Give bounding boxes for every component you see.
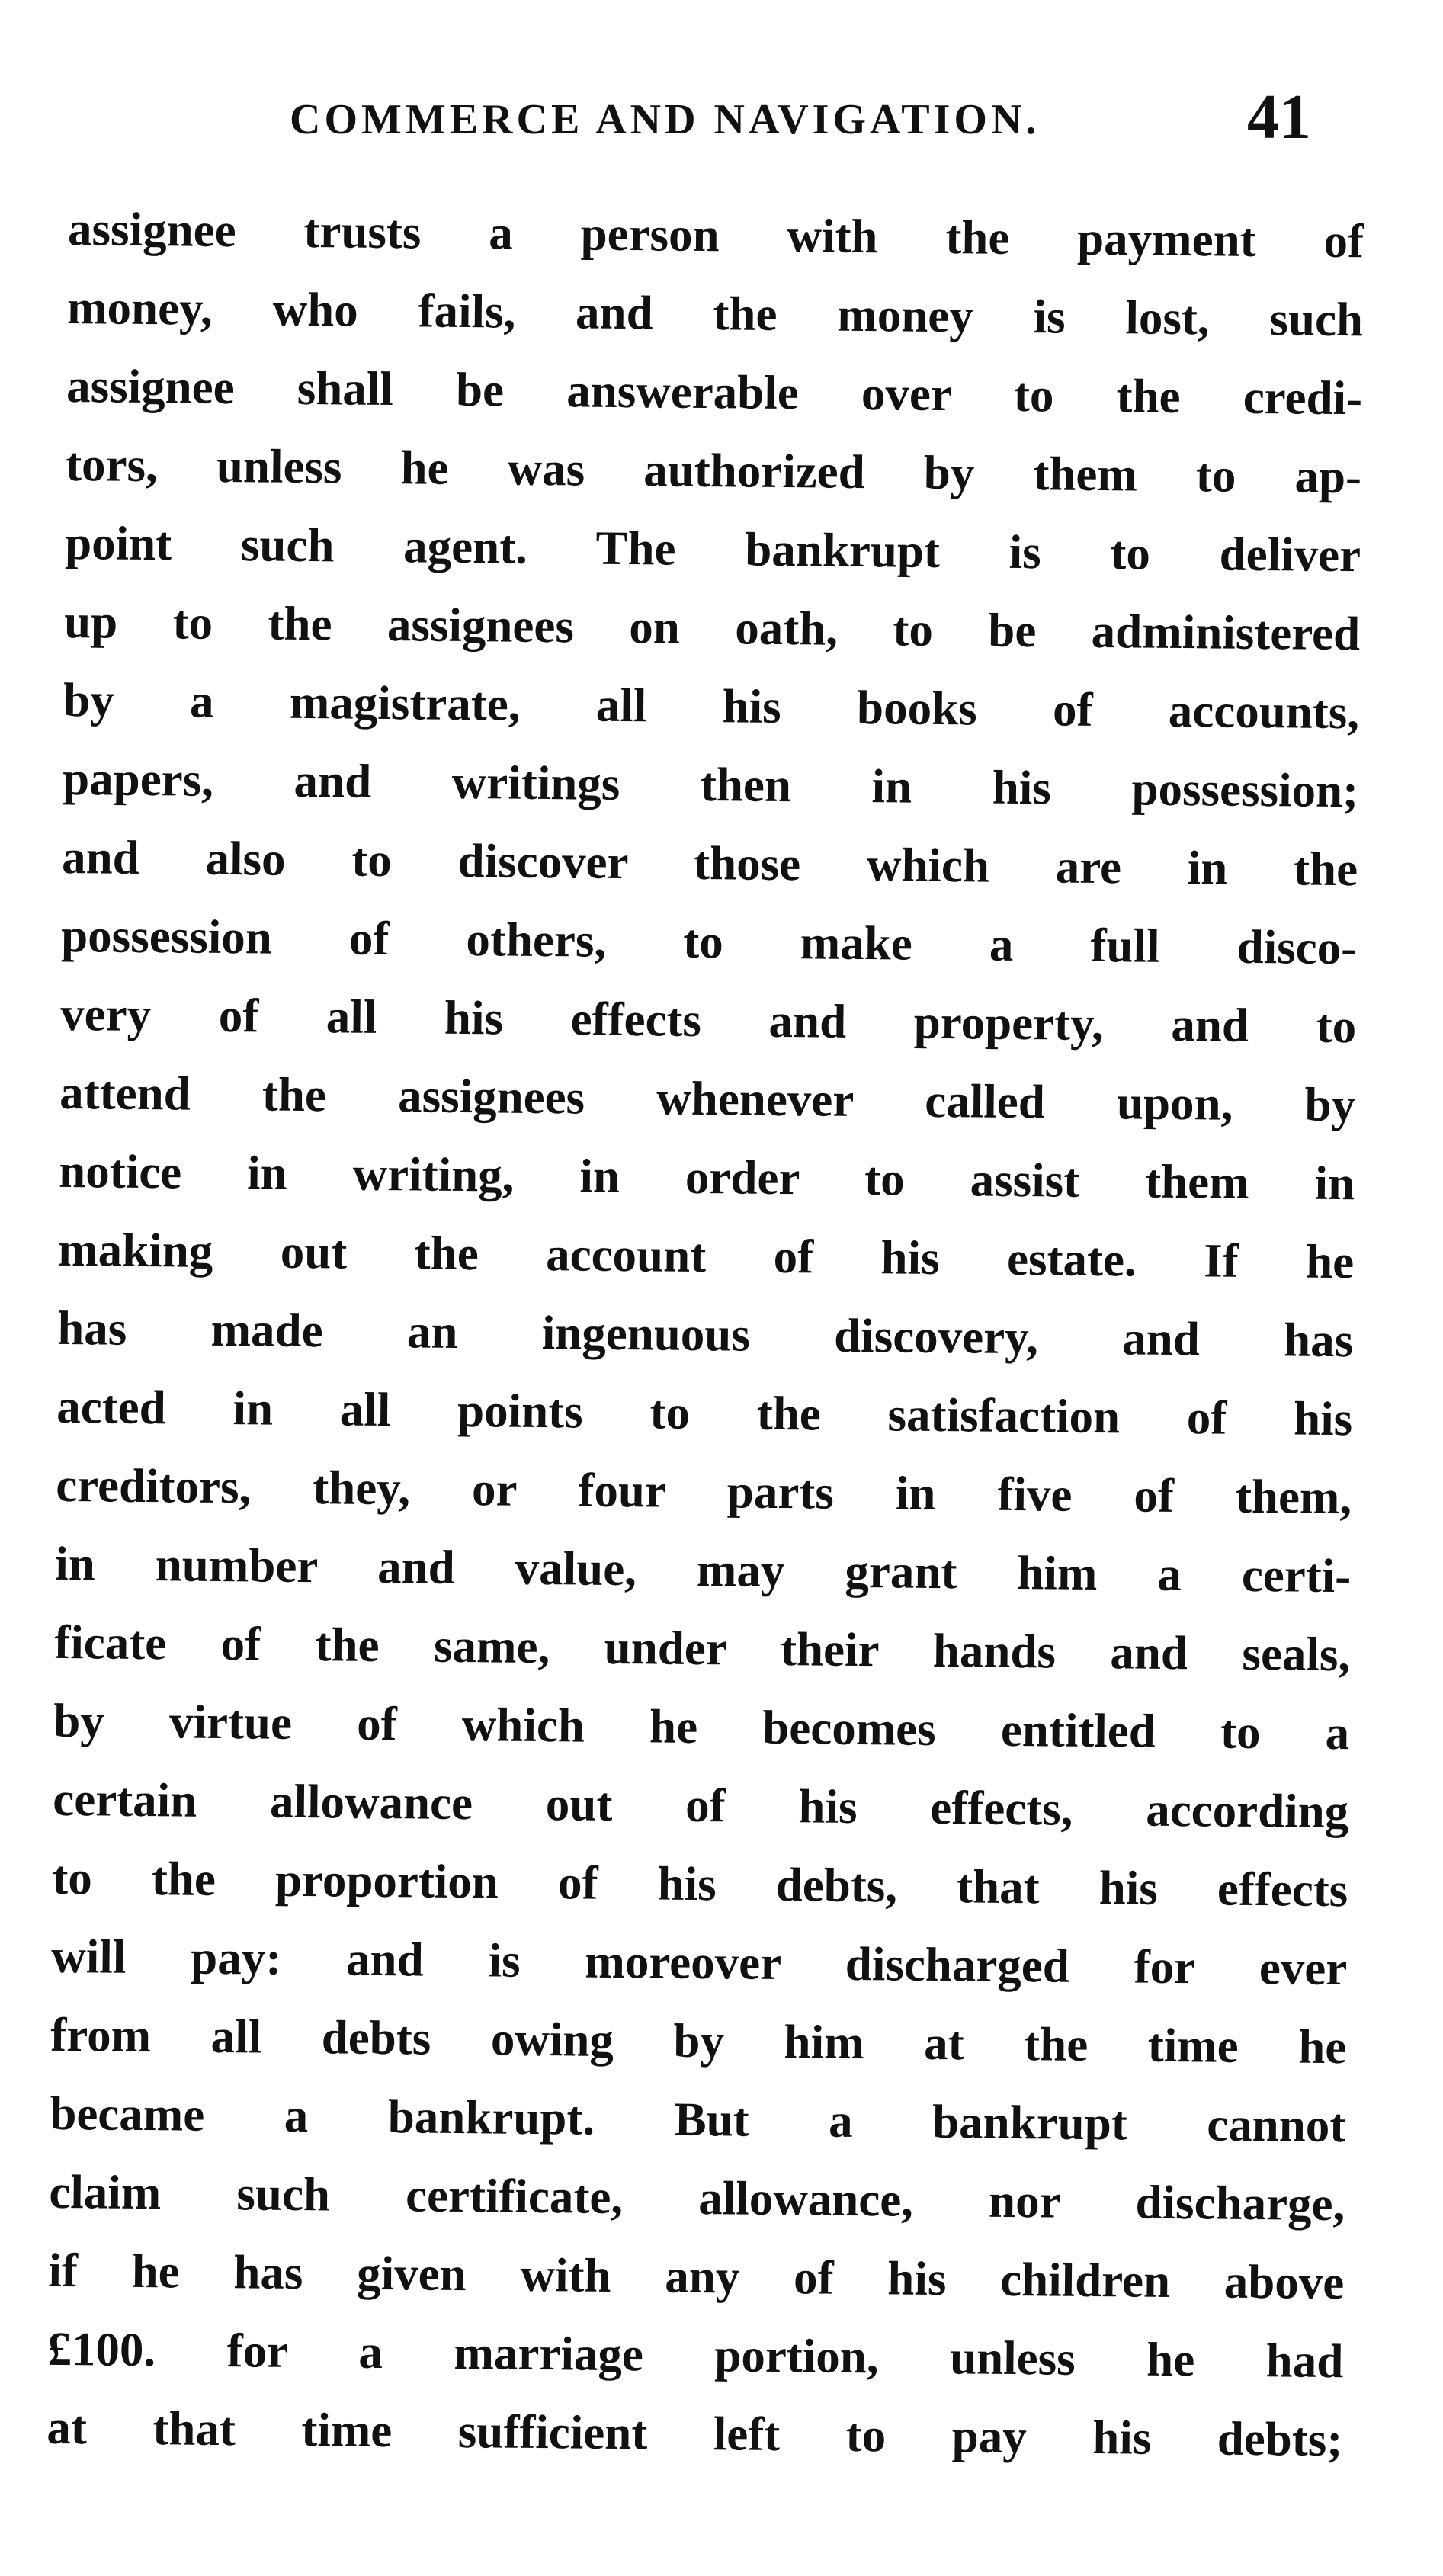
body-text	[46, 0, 1366, 2576]
text-line: attend the assignees whenever called upon, by	[59, 1065, 1356, 1132]
text-line: tors, unless he was authorized by them to ap-	[65, 437, 1362, 504]
text-line: making out the account of his estate. If he	[57, 1222, 1355, 1289]
text-line: by a magistrate, all his books of accounts,	[63, 672, 1360, 739]
text-line: to the proportion of his debts, that his effects	[52, 1850, 1348, 1917]
text-line: papers, and writings then in his possession;	[62, 751, 1359, 818]
text-line: assignee shall be answerable over to the credi-	[66, 358, 1363, 425]
text-line: has made an ingenuous discovery, and has	[56, 1301, 1354, 1368]
text-line: in number and value, may grant him a certi-	[54, 1536, 1352, 1603]
text-line: will pay: and is moreover discharged for ever	[51, 1929, 1348, 1996]
text-line: from all debts owing by him at the time he	[50, 2007, 1347, 2074]
text-line: possession of others, to make a full disco-	[60, 908, 1358, 975]
page-number: 41	[1247, 82, 1311, 152]
text-line: ficate of the same, under their hands and seals,	[53, 1615, 1351, 1682]
text-line: became a bankrupt. But a bankrupt cannot	[50, 2086, 1346, 2153]
running-title: COMMERCE AND NAVIGATION.	[290, 96, 1041, 143]
text-line: up to the assignees on oath, to be administered	[63, 594, 1361, 661]
text-line: acted in all points to the satisfaction of his	[56, 1379, 1353, 1446]
text-line: by virtue of which he becomes entitled to a	[53, 1693, 1350, 1760]
text-line: notice in writing, in order to assist them in	[58, 1144, 1355, 1211]
text-line: if he has given with any of his children above	[48, 2243, 1345, 2310]
text-line: point such agent. The bankrupt is to deliver	[64, 515, 1361, 582]
text-line: at that time sufficient left to pay his debts;	[46, 2400, 1343, 2467]
text-line: £100. for a marriage portion, unless he had	[47, 2321, 1344, 2388]
text-line: money, who fails, and the money is lost, such	[66, 280, 1364, 347]
text-line: claim such certificate, allowance, nor discharge,	[49, 2164, 1345, 2231]
text-line: certain allowance out of his effects, according	[53, 1772, 1349, 1839]
text-line: and also to discover those which are in the	[61, 829, 1358, 897]
text-line: very of all his effects and property, and to	[59, 986, 1357, 1054]
text-line: creditors, they, or four parts in five of them,	[55, 1458, 1352, 1525]
text-line: assignee trusts a person with the payment of	[67, 201, 1364, 268]
